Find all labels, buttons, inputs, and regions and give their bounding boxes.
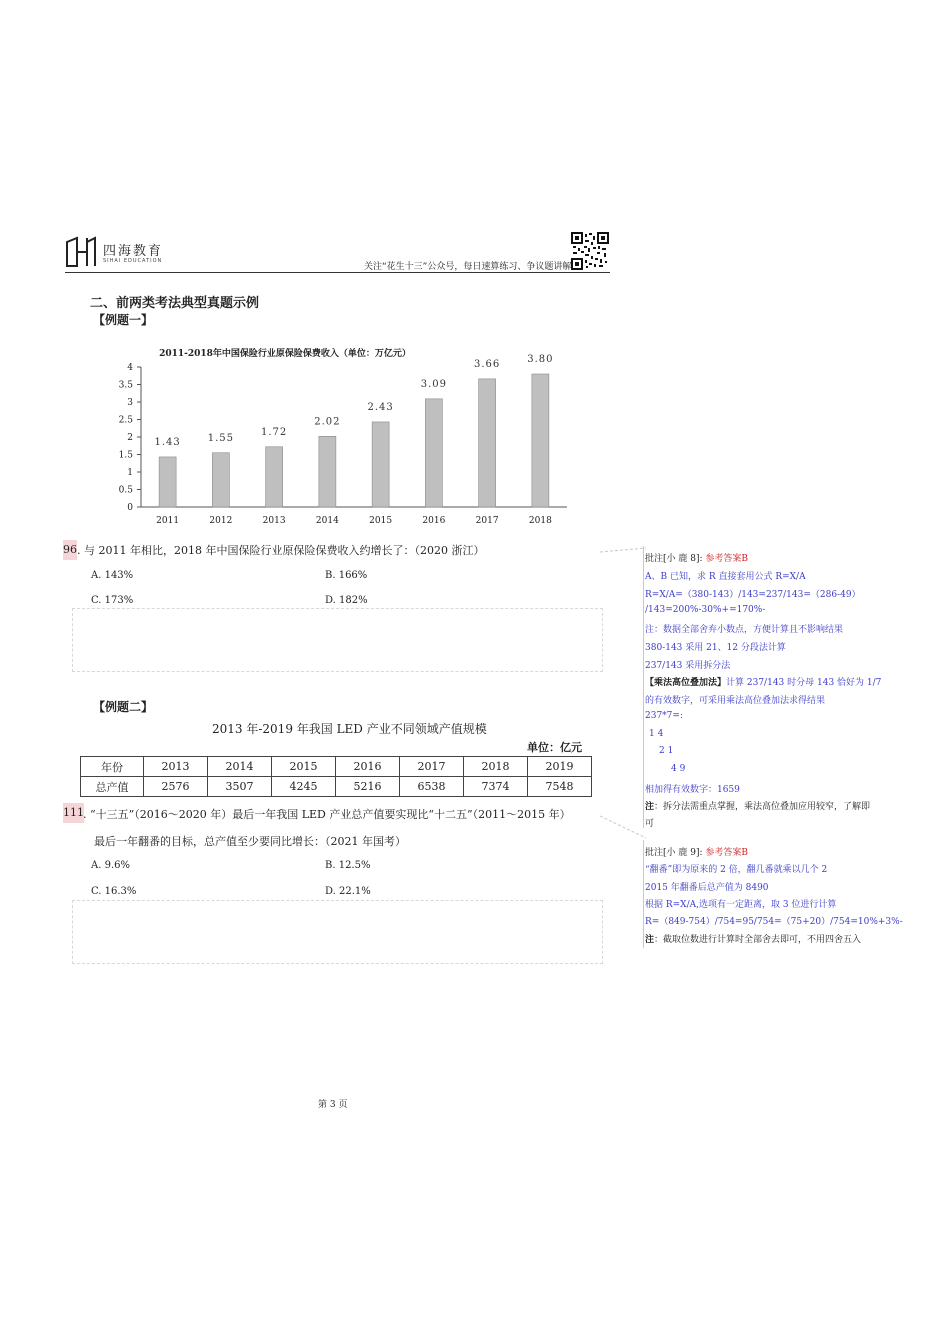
x-tick-label: 2011 [156,516,180,526]
x-tick-label: 2017 [475,516,499,526]
chart-title: 2011-2018年中国保险行业原保险保费收入（单位：万亿元） [159,349,411,359]
question-number-highlight [63,801,84,821]
bar-value-label: 1.72 [260,426,288,438]
bar [532,374,549,507]
comment-line: 2015 年翻番后总产值为 8490 [645,883,769,893]
option-c: C. 16.3% [91,886,137,897]
y-tick-label: 3.5 [118,380,133,391]
comment-note-line [645,799,870,812]
comment-line: 相加得有效数字：1659 [645,785,740,795]
x-tick-label: 2014 [315,516,339,526]
question-96-text: . 与 2011 年相比，2018 年中国保险行业原保险保费收入约增长了：（2020 浙江） [77,544,485,557]
comment-note-line [645,932,861,945]
bar [319,436,336,507]
bar [479,379,496,507]
bar [159,457,176,507]
x-tick-label: 2012 [209,516,233,526]
comment-border [643,840,644,948]
led-output-table [80,756,592,797]
answer-area[interactable] [72,900,603,964]
question-111-text: . “十三五”（2016～2020 年）最后一年我国 LED 产业总产值要实现比“十二五”（2011～2015 年） [83,808,571,821]
sihai-logo-icon [65,236,97,268]
y-tick-label: 2.5 [118,415,133,426]
note-text: ：截取位数进行计算时全部舍去即可，不用四舍五入 [654,935,862,945]
comment-1-header[interactable] [645,551,748,564]
bar-value-label: 3.09 [420,378,448,390]
premium-income-bar-chart [105,340,575,530]
comment-answer: 参考答案B [705,848,749,858]
method-text: 计算 237/143 时分母 143 恰好为 1/7 [726,678,882,688]
table-cell: 6538 [400,777,464,797]
option-a: A. 143% [91,570,134,581]
qr-code-icon [571,232,609,270]
comment-line: 4 9 [671,764,686,774]
bar-value-label: 2.43 [367,401,394,413]
comment-answer: 参考答案B [705,554,749,564]
comment-line: 2 1 [659,746,674,756]
comment-2-header[interactable] [645,845,748,858]
table-cell: 2019 [528,757,592,777]
question-number-highlight [63,538,76,558]
table-cell: 7374 [464,777,528,797]
comment-line: 根据 R=X/A,选项有一定距离，取 3 位进行计算 [645,900,837,910]
question-111-text-line2: 最后一年翻番的目标，总产值至少要同比增长：（2021 年国考） [94,835,406,848]
table-cell: 总产值 [81,777,144,797]
logo-text: 四海教育 [103,244,164,259]
table-title: 2013 年-2019 年我国 LED 产业不同领域产值规模 [212,722,487,736]
comment-line: R=（849-754）/754=95/754=（75+20）/754=10%+3%- [645,917,903,927]
x-tick-label: 2016 [422,516,446,526]
table-cell: 2576 [144,777,208,797]
bar [266,447,283,507]
bar [425,399,442,507]
bar-value-label: 1.55 [207,432,235,444]
bar-value-label: 1.43 [154,436,181,448]
table-cell: 年份 [81,757,144,777]
answer-area[interactable] [72,608,603,672]
header-divider [65,272,610,273]
bar-value-label: 3.66 [473,358,501,370]
table-cell: 2015 [272,757,336,777]
comment-method-line [645,675,881,688]
table-cell: 2013 [144,757,208,777]
example-one-label: 【例题一】 [93,313,154,327]
note-label: 注 [645,802,655,812]
table-cell: 2016 [336,757,400,777]
bar [372,422,389,507]
logo-subtitle: SIHAI EDUCATION [103,258,163,264]
y-tick-label: 0.5 [118,485,133,496]
comment-line: A、B 已知，求 R 直接套用公式 R=X/A [645,572,806,582]
option-c: C. 173% [91,595,134,606]
table-header-row [81,757,592,777]
table-unit: 单位：亿元 [527,741,582,754]
question-number: 111 [63,803,84,823]
table-row [81,777,592,797]
x-tick-label: 2018 [528,516,552,526]
comment-line: /143=200%-30%+=170%- [645,605,766,615]
page-number: 第 3 页 [318,1100,348,1110]
y-tick-label: 1 [127,468,133,478]
table-cell: 4245 [272,777,336,797]
note-text: ：拆分法需重点掌握，乘法高位叠加应用较窄，了解即 [654,802,871,812]
table-cell: 2018 [464,757,528,777]
note-label: 注 [645,935,655,945]
y-tick-label: 3 [127,398,133,408]
option-a: A. 9.6% [91,860,130,871]
comment-line: “翻番”即为原来的 2 倍，翻几番就乘以几个 2 [645,865,828,875]
table-cell: 7548 [528,777,592,797]
comment-line: 的有效数字，可采用乘法高位叠加法求得结果 [645,696,826,706]
comment-line: 237*7=: [645,711,683,721]
comment-border [643,546,644,828]
table-cell: 2017 [400,757,464,777]
option-d: D. 22.1% [325,886,371,897]
option-b: B. 166% [325,570,368,581]
section-heading: 二、前两类考法典型真题示例 [90,296,260,311]
comment-author: 批注[小 鹿 8]: [645,554,703,564]
x-tick-label: 2015 [369,516,393,526]
y-tick-label: 2 [127,433,133,443]
bar [212,453,229,507]
comment-line: R=X/A=（380-143）/143=237/143=（286-49） [645,590,861,600]
table-cell: 5216 [336,777,400,797]
y-tick-label: 1.5 [118,450,133,461]
question-number: 96 [63,540,77,560]
comment-line: 1 4 [649,729,664,739]
y-tick-label: 4 [127,363,133,373]
header-tagline: 关注“花生十三”公众号，每日速算练习、争议题讲解 [364,262,572,272]
x-tick-label: 2013 [262,516,286,526]
y-tick-label: 0 [127,503,133,513]
table-cell: 3507 [208,777,272,797]
bar-value-label: 2.02 [314,416,341,428]
comment-line: 380-143 采用 21、12 分段法计算 [645,643,786,653]
comment-author: 批注[小 鹿 9]: [645,848,703,858]
option-b: B. 12.5% [325,860,371,871]
bar-value-label: 3.80 [527,354,554,365]
comment-line: 237/143 采用拆分法 [645,661,731,671]
comment-line: 注：数据全部舍弃小数点，方便计算且不影响结果 [645,625,844,635]
comment-line: 可 [645,819,655,829]
example-two-label: 【例题二】 [93,700,154,714]
method-label: 【乘法高位叠加法】 [645,678,727,688]
table-cell: 2014 [208,757,272,777]
option-d: D. 182% [325,595,368,606]
